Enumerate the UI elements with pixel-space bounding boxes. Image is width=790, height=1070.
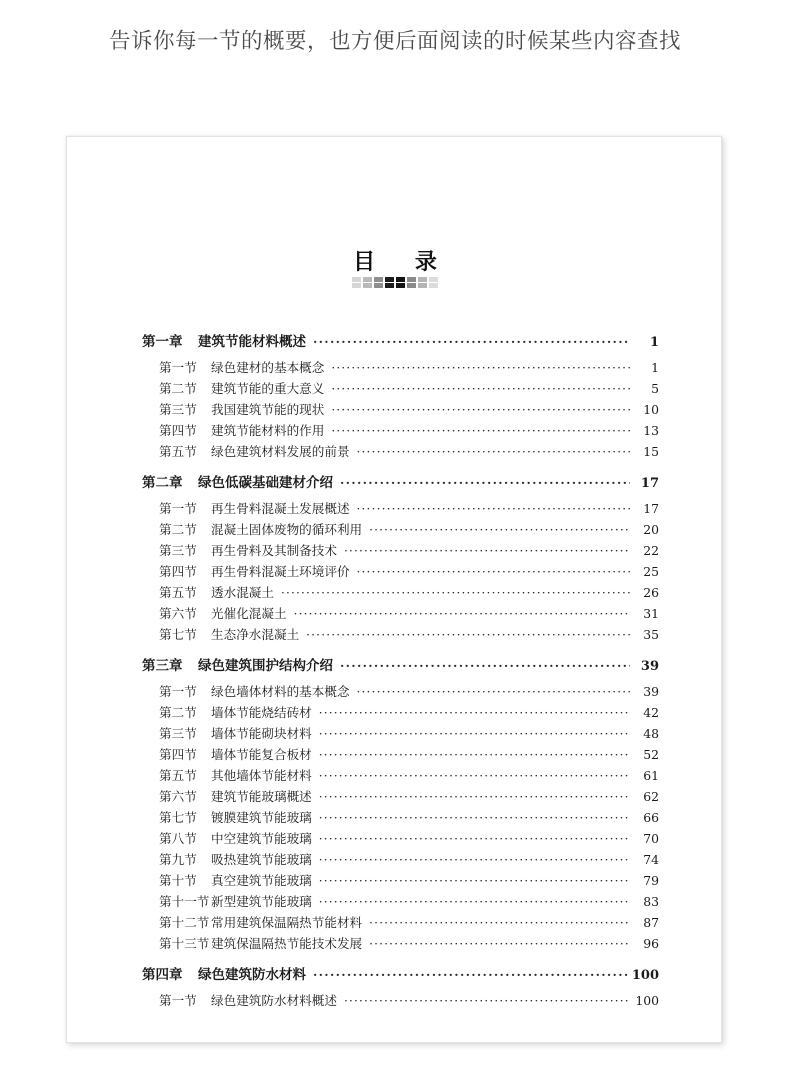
chapter-title: 绿色建筑防水材料 (198, 967, 306, 983)
toc-section-row[interactable] (142, 990, 659, 1011)
dot-leader (344, 545, 630, 558)
section-title: 中空建筑节能玻璃 (211, 831, 312, 846)
toc-chapter-row[interactable] (142, 654, 659, 676)
dot-leader (319, 707, 630, 720)
page-number: 100 (635, 993, 659, 1008)
deco-block (396, 277, 405, 288)
page-title: 目 录 (353, 249, 453, 275)
page-number: 42 (643, 705, 659, 720)
section-number: 第十三节 (159, 936, 210, 951)
page-number: 26 (643, 585, 659, 600)
page-number: 52 (643, 747, 659, 762)
toc-section-row[interactable] (142, 441, 659, 462)
deco-block (429, 277, 438, 288)
toc-section-row[interactable] (142, 681, 659, 702)
dot-leader (319, 896, 630, 909)
section-number: 第十节 (159, 873, 197, 888)
toc-section-row[interactable] (142, 582, 659, 603)
toc-section-row[interactable] (142, 420, 659, 441)
page-number: 61 (643, 768, 659, 783)
section-number: 第一节 (159, 501, 197, 516)
section-number: 第四节 (159, 747, 197, 762)
section-title: 再生骨料混凝土发展概述 (211, 501, 350, 516)
toc-chapter-row[interactable] (142, 471, 659, 493)
section-number: 第十二节 (159, 915, 210, 930)
section-title: 生态净水混凝土 (211, 627, 300, 642)
dot-leader (319, 875, 630, 888)
section-number: 第三节 (159, 402, 197, 417)
section-number: 第二节 (159, 522, 197, 537)
dot-leader (357, 686, 630, 699)
dot-leader (340, 660, 630, 674)
chapter-number: 第三章 (142, 658, 183, 674)
page-number: 22 (643, 543, 659, 558)
section-title: 绿色墙体材料的基本概念 (211, 684, 350, 699)
section-number: 第三节 (159, 543, 197, 558)
chapter-number: 第四章 (142, 967, 183, 983)
page-number: 5 (651, 381, 659, 396)
section-number: 第五节 (159, 768, 197, 783)
deco-block (374, 277, 383, 288)
toc-section-row[interactable] (142, 849, 659, 870)
section-number: 第三节 (159, 726, 197, 741)
table-of-contents (142, 330, 659, 1011)
page-number: 25 (643, 564, 659, 579)
section-number: 第一节 (159, 993, 197, 1008)
top-caption-text: 告诉你每一节的概要，也方便后面阅读的时候某些内容查找 (108, 29, 681, 54)
section-number: 第六节 (159, 606, 197, 621)
section-title: 其他墙体节能材料 (211, 768, 312, 783)
section-number: 第八节 (159, 831, 197, 846)
section-number: 第一节 (159, 684, 197, 699)
page-number: 74 (643, 852, 659, 867)
section-title: 建筑节能的重大意义 (211, 381, 325, 396)
page-number: 31 (643, 606, 659, 621)
toc-section-row[interactable] (142, 561, 659, 582)
page-number: 70 (643, 831, 659, 846)
toc-chapter-row[interactable] (142, 963, 659, 985)
section-title: 再生骨料及其制备技术 (211, 543, 337, 558)
dot-leader (340, 477, 630, 491)
toc-section-row[interactable] (142, 870, 659, 891)
decorative-gradient-bar (67, 277, 723, 288)
section-title: 绿色建筑防水材料概述 (211, 993, 337, 1008)
page-number: 96 (643, 936, 659, 951)
toc-section-row[interactable] (142, 744, 659, 765)
page-number: 100 (631, 968, 659, 983)
dot-leader (331, 362, 630, 375)
dot-leader (281, 587, 630, 600)
toc-section-row[interactable] (142, 765, 659, 786)
dot-leader (313, 336, 630, 350)
dot-leader (319, 791, 630, 804)
toc-chapter-row[interactable] (142, 330, 659, 352)
section-title: 墙体节能砌块材料 (211, 726, 312, 741)
section-title: 真空建筑节能玻璃 (211, 873, 312, 888)
page-number: 13 (643, 423, 659, 438)
dot-leader (357, 566, 630, 579)
dot-leader (331, 404, 630, 417)
toc-section-row[interactable] (142, 786, 659, 807)
page-number: 87 (643, 915, 659, 930)
section-number: 第四节 (159, 423, 197, 438)
section-title: 再生骨料混凝土环境评价 (211, 564, 350, 579)
chapter-title: 绿色低碳基础建材介绍 (198, 475, 333, 491)
section-title: 我国建筑节能的现状 (211, 402, 325, 417)
dot-leader (319, 728, 630, 741)
section-title: 混凝土固体废物的循环利用 (211, 522, 363, 537)
dot-leader (294, 608, 630, 621)
section-title: 光催化混凝土 (211, 606, 287, 621)
toc-section-row[interactable] (142, 540, 659, 561)
section-number: 第五节 (159, 585, 197, 600)
dot-leader (369, 938, 630, 951)
section-number: 第七节 (159, 810, 197, 825)
dot-leader (357, 446, 630, 459)
page-number: 35 (643, 627, 659, 642)
dot-leader (357, 503, 630, 516)
section-title: 绿色建筑材料发展的前景 (211, 444, 350, 459)
toc-section-row[interactable] (142, 933, 659, 954)
section-title: 镀膜建筑节能玻璃 (211, 810, 312, 825)
section-number: 第四节 (159, 564, 197, 579)
section-title: 建筑节能材料的作用 (211, 423, 325, 438)
toc-section-row[interactable] (142, 519, 659, 540)
section-title: 墙体节能复合板材 (211, 747, 312, 762)
section-number: 第二节 (159, 705, 197, 720)
toc-section-row[interactable] (142, 891, 659, 912)
chapter-number: 第一章 (142, 334, 183, 350)
section-title: 常用建筑保温隔热节能材料 (211, 915, 363, 930)
toc-section-row[interactable] (142, 378, 659, 399)
chapter-title: 建筑节能材料概述 (198, 334, 306, 350)
toc-section-row[interactable] (142, 828, 659, 849)
page-number: 10 (643, 402, 659, 417)
section-number: 第十一节 (159, 894, 210, 909)
dot-leader (331, 425, 630, 438)
page-number: 1 (649, 335, 659, 350)
page-number: 15 (643, 444, 659, 459)
chapter-title: 绿色建筑围护结构介绍 (198, 658, 333, 674)
section-title: 建筑保温隔热节能技术发展 (211, 936, 363, 951)
chapter-number: 第二章 (142, 475, 183, 491)
section-number: 第五节 (159, 444, 197, 459)
toc-section-row[interactable] (142, 498, 659, 519)
section-title: 绿色建材的基本概念 (211, 360, 325, 375)
section-title: 新型建筑节能玻璃 (211, 894, 312, 909)
page-number: 62 (643, 789, 659, 804)
toc-section-row[interactable] (142, 702, 659, 723)
page-number: 20 (643, 522, 659, 537)
deco-block (385, 277, 394, 288)
toc-section-row[interactable] (142, 624, 659, 645)
dot-leader (319, 833, 630, 846)
section-title: 建筑节能玻璃概述 (211, 789, 312, 804)
dot-leader (319, 812, 630, 825)
page-number: 39 (643, 684, 659, 699)
deco-block (407, 277, 416, 288)
toc-section-row[interactable] (142, 357, 659, 378)
dot-leader (369, 917, 630, 930)
dot-leader (369, 524, 630, 537)
section-number: 第七节 (159, 627, 197, 642)
dot-leader (331, 383, 630, 396)
deco-block (418, 277, 427, 288)
toc-section-row[interactable] (142, 807, 659, 828)
toc-section-row[interactable] (142, 603, 659, 624)
section-title: 吸热建筑节能玻璃 (211, 852, 312, 867)
page-number: 48 (643, 726, 659, 741)
dot-leader (319, 770, 630, 783)
section-number: 第二节 (159, 381, 197, 396)
page-number: 17 (640, 476, 659, 491)
page-number: 17 (643, 501, 659, 516)
section-title: 透水混凝土 (211, 585, 274, 600)
toc-section-row[interactable] (142, 912, 659, 933)
page-number: 83 (643, 894, 659, 909)
scanned-book-page (66, 136, 722, 1043)
section-title: 墙体节能烧结砖材 (211, 705, 312, 720)
dot-leader (319, 749, 630, 762)
dot-leader (313, 969, 629, 983)
section-number: 第九节 (159, 852, 197, 867)
dot-leader (344, 995, 630, 1008)
deco-block (363, 277, 372, 288)
dot-leader (319, 854, 630, 867)
deco-block (352, 277, 361, 288)
page-number: 66 (643, 810, 659, 825)
toc-section-row[interactable] (142, 399, 659, 420)
page-number: 39 (640, 659, 659, 674)
page-number: 1 (651, 360, 659, 375)
section-number: 第一节 (159, 360, 197, 375)
toc-section-row[interactable] (142, 723, 659, 744)
dot-leader (306, 629, 630, 642)
page-number: 79 (643, 873, 659, 888)
section-number: 第六节 (159, 789, 197, 804)
